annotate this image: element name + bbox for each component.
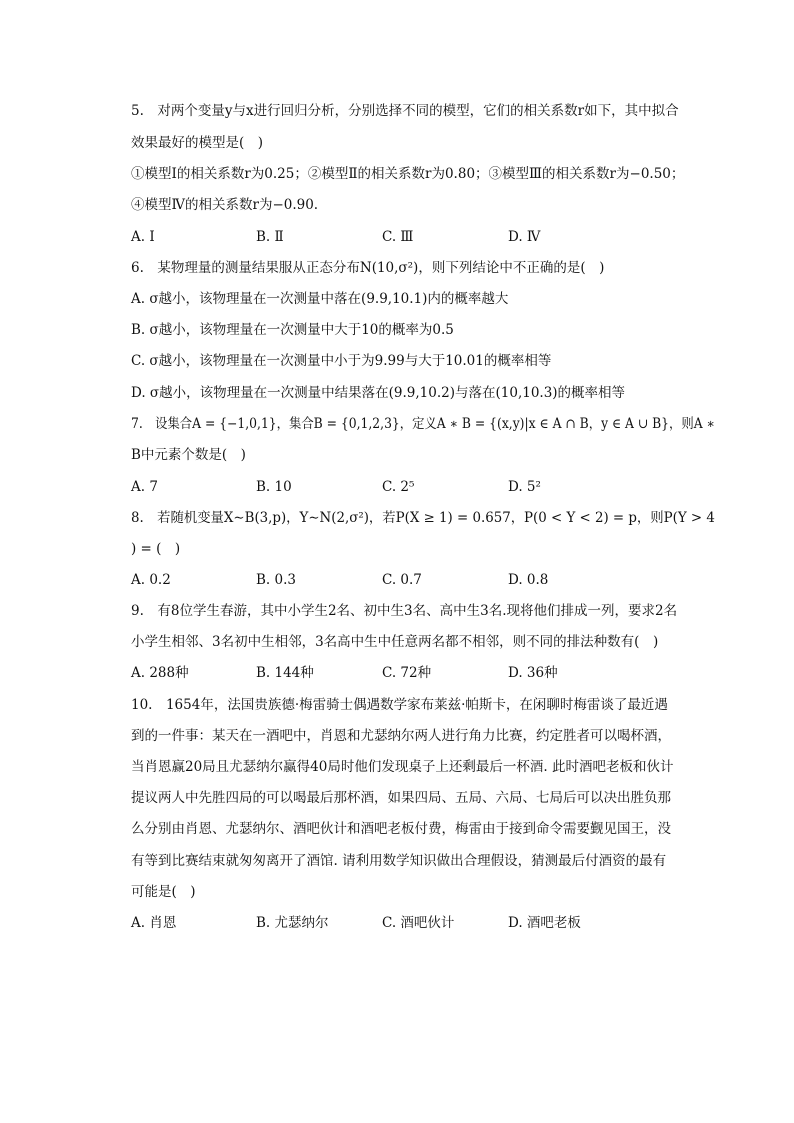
q5-options — [131, 231, 751, 249]
q10-options — [131, 917, 751, 935]
q6-option-c[interactable]: C. σ越小，该物理量在一次测量中小于为9.99与大于10.01的概率相等 — [131, 353, 552, 369]
q7-stem-line-2: B中元素个数是( ) — [131, 447, 246, 463]
q9-stem-line-2: 小学生相邻、3名初中生相邻，3名高中生中任意两名都不相邻，则不同的排法种数有( ) — [131, 634, 659, 650]
q8-option-d[interactable]: D. 0.8 — [508, 572, 549, 588]
q10-stem-line-4: 提议两人中先胜四局的可以喝最后那杯酒，如果四局、五局、六局、七局后可以决出胜负那 — [131, 790, 671, 806]
q6-stem: 6. 某物理量的测量结果服从正态分布N(10,σ²)，则下列结论中不正确的是( ) — [131, 260, 605, 276]
q5-stem-line-3: ①模型Ⅰ的相关系数r为0.25；②模型Ⅱ的相关系数r为0.80；③模型Ⅲ的相关系数r为−0.50； — [131, 166, 685, 182]
q8-stem-line-1: 8. 若随机变量X∼B(3,p)，Y∼N(2,σ²)，若P(X ≥ 1) = 0.657，P(0 < Y < 2) = p，则P(Y > 4 — [131, 510, 715, 526]
q9-option-b[interactable]: B. 144种 — [256, 665, 314, 681]
q7-option-b[interactable]: B. 10 — [256, 479, 292, 495]
q10-stem-line-6: 有等到比赛结束就匆匆离开了酒馆. 请利用数学知识做出合理假设，猜测最后付酒资的最有 — [131, 853, 667, 869]
q8-option-a[interactable]: A. 0.2 — [131, 572, 171, 588]
q8-option-c[interactable]: C. 0.7 — [382, 572, 422, 588]
q6-option-d[interactable]: D. σ越小，该物理量在一次测量中结果落在(9.9,10.2)与落在(10,10.3)的概率相等 — [131, 385, 626, 401]
q7-stem-line-1: 7. 设集合A = {−1,0,1}，集合B = {0,1,2,3}，定义A ∗ B = {(x,y)|x ∈ A ∩ B，y ∈ A ∪ B}，则A ∗ — [131, 416, 715, 432]
q5-option-c[interactable]: C. Ⅲ — [382, 229, 414, 245]
q5-stem-line-1: 5. 对两个变量y与x进行回归分析，分别选择不同的模型，它们的相关系数r如下，其中拟合 — [131, 103, 679, 119]
q6-option-a[interactable]: A. σ越小，该物理量在一次测量中落在(9.9,10.1)内的概率越大 — [131, 291, 509, 307]
q10-stem-line-3: 当肖恩赢20局且尤瑟纳尔赢得40局时他们发现桌子上还剩最后一杯酒. 此时酒吧老板和伙计 — [131, 759, 674, 775]
q7-option-a[interactable]: A. 7 — [131, 479, 158, 495]
q10-option-b[interactable]: B. 尤瑟纳尔 — [256, 915, 329, 931]
q9-options — [131, 667, 751, 685]
q5-stem-line-4: ④模型Ⅳ的相关系数r为−0.90. — [131, 197, 319, 213]
q9-stem-line-1: 9. 有8位学生春游，其中小学生2名、初中生3名、高中生3名.现将他们排成一列，要求2名 — [131, 603, 678, 619]
q5-option-a[interactable]: A. Ⅰ — [131, 229, 155, 245]
q6-option-b[interactable]: B. σ越小，该物理量在一次测量中大于10的概率为0.5 — [131, 322, 454, 338]
q8-option-b[interactable]: B. 0.3 — [256, 572, 296, 588]
q7-options — [131, 481, 751, 499]
q10-stem-line-5: 么分别由肖恩、尤瑟纳尔、酒吧伙计和酒吧老板付费，梅雷由于接到命令需要觐见国王，没 — [131, 821, 671, 837]
q10-option-a[interactable]: A. 肖恩 — [131, 915, 177, 931]
q10-stem-line-2: 到的一件事：某天在一酒吧中，肖恩和尤瑟纳尔两人进行角力比赛，约定胜者可以喝杯酒， — [131, 728, 671, 744]
q9-option-c[interactable]: C. 72种 — [382, 665, 432, 681]
q9-option-d[interactable]: D. 36种 — [508, 665, 558, 681]
q8-options — [131, 574, 751, 592]
q10-option-c[interactable]: C. 酒吧伙计 — [382, 915, 455, 931]
q8-stem-line-2: ) = ( ) — [131, 541, 181, 557]
q5-option-b[interactable]: B. Ⅱ — [256, 229, 284, 245]
q7-option-d[interactable]: D. 5² — [508, 479, 541, 495]
q10-stem-line-7: 可能是( ) — [131, 884, 196, 900]
q9-option-a[interactable]: A. 288种 — [131, 665, 189, 681]
q5-option-d[interactable]: D. Ⅳ — [508, 229, 541, 245]
q7-option-c[interactable]: C. 2⁵ — [382, 479, 415, 495]
q10-option-d[interactable]: D. 酒吧老板 — [508, 915, 581, 931]
q5-stem-line-2: 效果最好的模型是( ) — [131, 135, 264, 151]
q10-stem-line-1: 10. 1654年，法国贵族德·梅雷骑士偶遇数学家布莱兹·帕斯卡，在闲聊时梅雷谈了最近遇 — [131, 697, 668, 713]
